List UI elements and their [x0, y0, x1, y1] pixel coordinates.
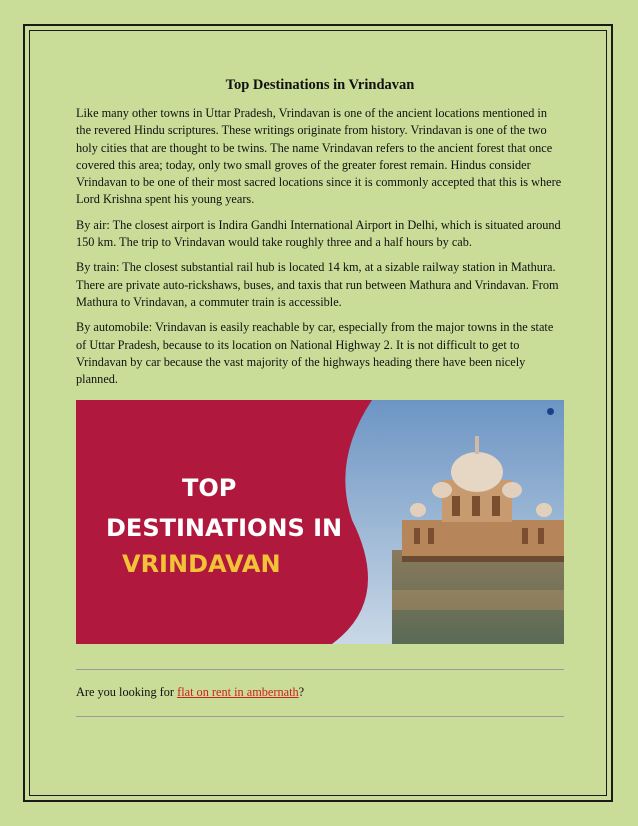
cta-suffix: ? — [298, 685, 305, 700]
cta-prefix: Are you looking for — [76, 685, 178, 700]
banner-line-2: DESTINATIONS IN — [106, 514, 343, 543]
temple-photo — [332, 400, 564, 644]
divider-bottom — [76, 716, 564, 717]
banner-line-3: VRINDAVAN — [122, 550, 281, 579]
cta-link[interactable]: flat on rent in ambernath — [177, 685, 299, 700]
paragraph-intro: Like many other towns in Uttar Pradesh, Vrindavan is one of the ancient locations mentioned in the revered Hindu scriptures. These writings originate from history. Vrindavan is one of the two holy cities that are thought to be twins. The name Vrindavan refers to the ancient forest that once covered this area; today, only two small groves of the greater forest remain. Hindus consider Vrindavan to be one of their most sacred locations since it is commonly accepted that this is where Lord Krishna spent his young years. — [76, 106, 562, 207]
logo-icon — [547, 408, 554, 415]
brand-logo — [547, 408, 556, 415]
banner-line-1: TOP — [182, 474, 237, 503]
cta-line — [76, 684, 564, 701]
paragraph-by-train: By train: The closest substantial rail hub is located 14 km, at a sizable railway station in Mathura. There are private auto-rickshaws, buses, and taxis that run between Mathura and Vrindavan. From Mathura to Vrindavan, a commuter train is accessible. — [76, 260, 559, 309]
document-content — [76, 76, 564, 717]
paragraph-by-air: By air: The closest airport is Indira Gandhi International Airport in Delhi, which is situated around 150 km. The trip to Vrindavan would take roughly three and a half hours by cab. — [76, 217, 561, 250]
document-title: Top Destinations in Vrindavan — [225, 77, 415, 93]
divider-top — [76, 669, 564, 670]
banner-image — [76, 400, 564, 644]
paragraph-by-automobile: By automobile: Vrindavan is easily reachable by car, especially from the major towns in the state of Uttar Pradesh, because to its location on National Highway 2. It is not difficult to get to Vrindavan by car because the vast majority of the highways heading there have been nicely planned. — [76, 320, 554, 387]
